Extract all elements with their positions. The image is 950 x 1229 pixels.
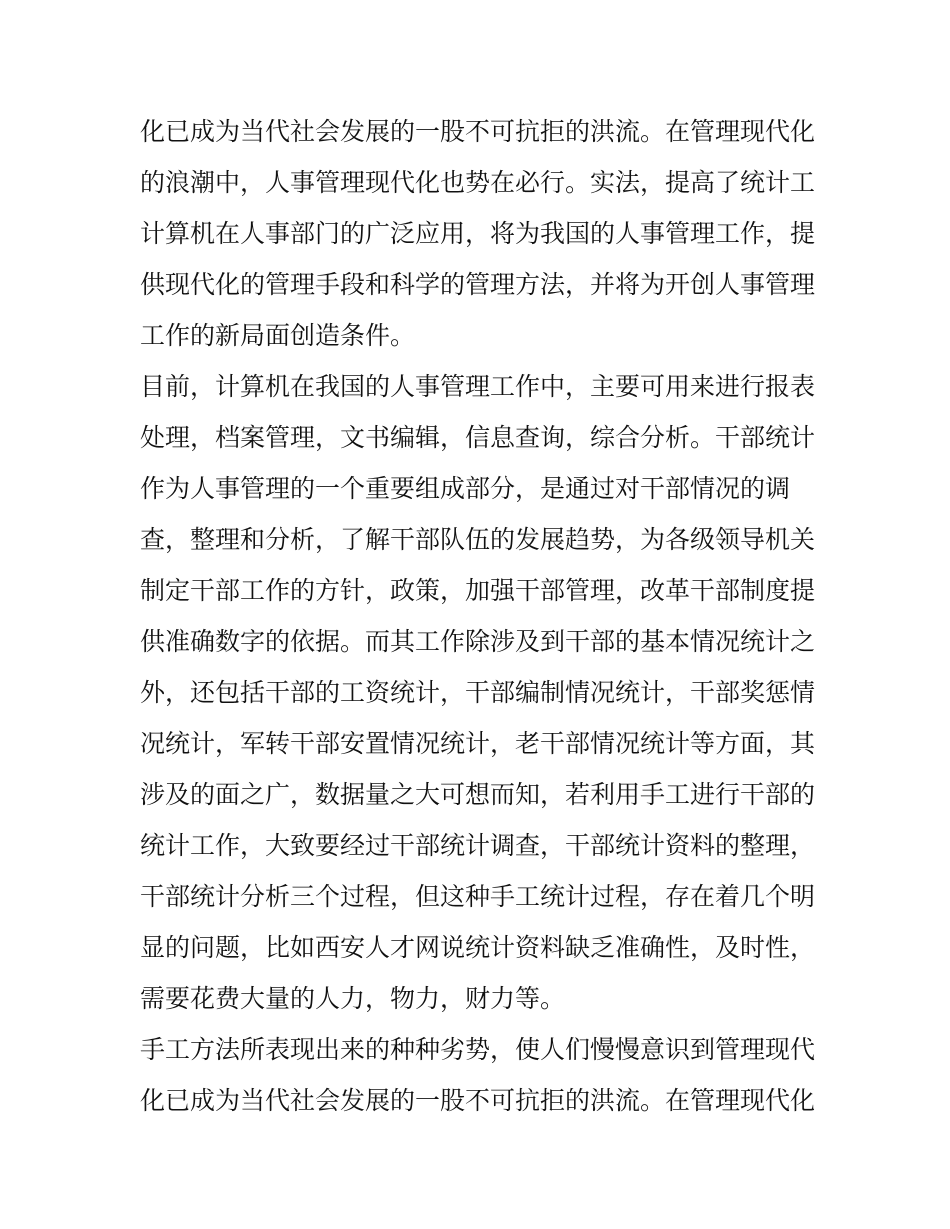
text-line: 干部统计分析三个过程，但这种手工统计过程，存在着几个明 — [140, 882, 816, 911]
text-line: 计算机在人事部门的广泛应用，将为我国的人事管理工作，提 — [140, 219, 816, 248]
text-line: 涉及的面之广，数据量之大可想而知，若利用手工进行干部的 — [140, 780, 816, 809]
text-line: 需要花费大量的人力，物力，财力等。 — [140, 984, 566, 1013]
text-line: 况统计，军转干部安置情况统计，老干部情况统计等方面，其 — [140, 729, 816, 758]
text-line: 化已成为当代社会发展的一股不可抗拒的洪流。在管理现代化 — [140, 117, 816, 146]
text-line: 工作的新局面创造条件。 — [140, 321, 416, 350]
text-line: 作为人事管理的一个重要组成部分，是通过对干部情况的调 — [140, 474, 791, 503]
text-line: 外，还包括干部的工资统计，干部编制情况统计，干部奖惩情 — [140, 678, 816, 707]
text-line: 处理，档案管理，文书编辑，信息查询，综合分析。干部统计 — [140, 423, 816, 452]
text-line: 化已成为当代社会发展的一股不可抗拒的洪流。在管理现代化 — [140, 1086, 816, 1115]
body-text — [140, 106, 820, 1126]
text-line: 目前，计算机在我国的人事管理工作中，主要可用来进行报表 — [140, 372, 816, 401]
text-line: 查，整理和分析，了解干部队伍的发展趋势，为各级领导机关 — [140, 525, 816, 554]
text-line: 供准确数字的依据。而其工作除涉及到干部的基本情况统计之 — [140, 627, 816, 656]
text-line: 供现代化的管理手段和科学的管理方法，并将为开创人事管理 — [140, 270, 816, 299]
text-line: 的浪潮中，人事管理现代化也势在必行。实法，提高了统计工 — [140, 168, 816, 197]
text-line: 手工方法所表现出来的种种劣势，使人们慢慢意识到管理现代 — [140, 1035, 816, 1064]
text-line: 统计工作，大致要经过干部统计调查，干部统计资料的整理， — [140, 831, 816, 860]
text-line: 制定干部工作的方针，政策，加强干部管理，改革干部制度提 — [140, 576, 816, 605]
text-line: 显的问题，比如西安人才网说统计资料缺乏准确性，及时性， — [140, 933, 816, 962]
